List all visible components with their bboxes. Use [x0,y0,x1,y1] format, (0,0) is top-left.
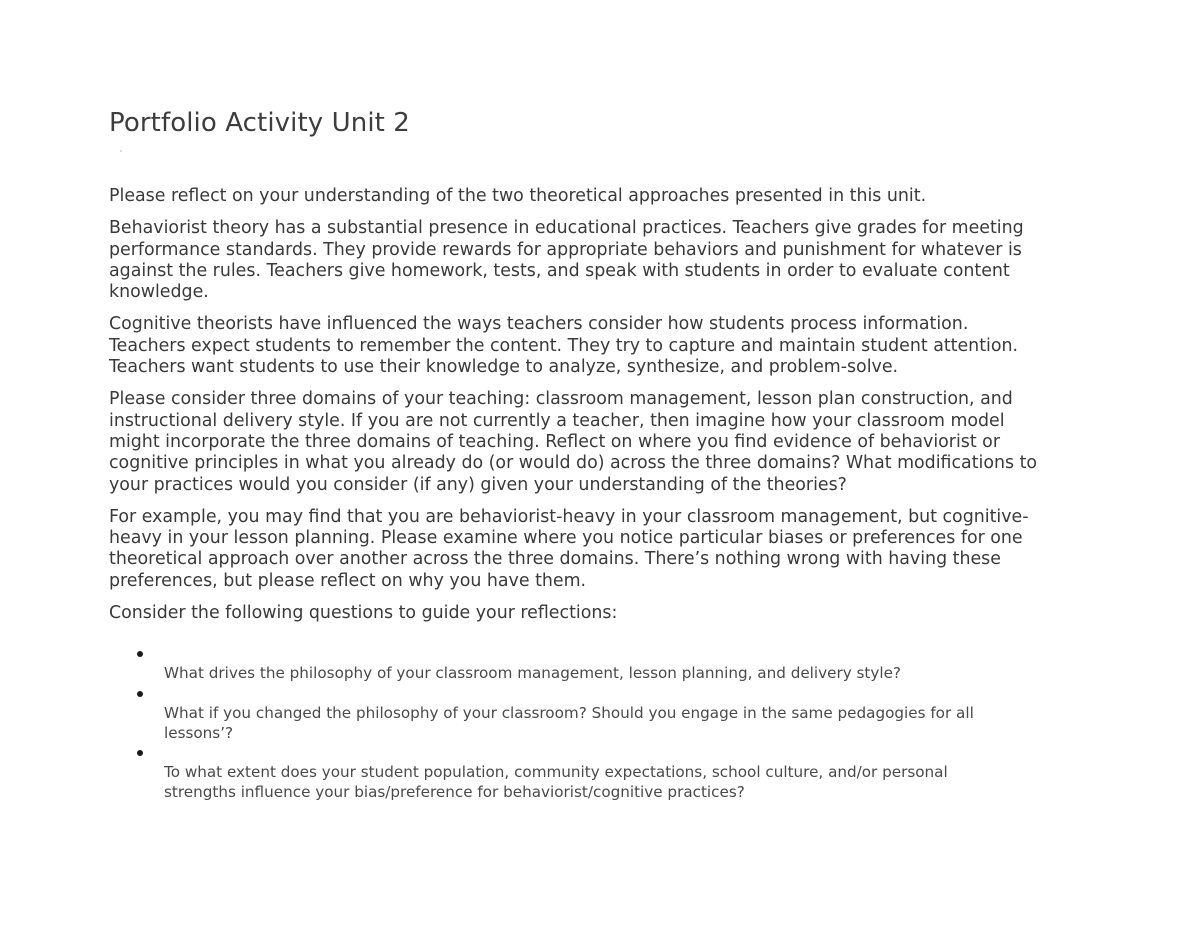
title-underline-mark [120,150,122,152]
paragraph-questions-intro: Consider the following questions to guide your reflections: [109,603,618,624]
list-item [109,684,1099,743]
list-item-text: What if you changed the philosophy of your classroom? Should you engage in the same pedagogies for all lessons’? [164,703,974,742]
bullet-icon [137,651,143,657]
question-list [109,644,1099,802]
paragraph-cognitive: Cognitive theorists have influenced the ways teachers consider how students process information. Teachers expect students to remember the content. They try to capture and maintain student attention. Teachers want students to use their knowledge to analyze, synthesize, and problem-solve. [109,314,1019,378]
paragraph-example: For example, you may find that you are behaviorist-heavy in your classroom management, but cognitive- heavy in your lesson planning. Please examine where you notice particular biases or preferences for one theoretical approach over another across the three domains. There’s nothing wrong with having these preferences, but please reflect on why you have them. [109,506,1029,591]
paragraph-behaviorist: Behaviorist theory has a substantial presence in educational practices. Teachers give grades for meeting performance standards. They provide rewards for appropriate behaviors and punishment for whatever is against the rules. Teachers give homework, tests, and speak with students in order to evaluate content knowledge. [109,218,1024,303]
list-item-text: To what extent does your student population, community expectations, school culture, and/or personal strengths influence your bias/preference for behaviorist/cognitive practices? [164,763,948,801]
paragraph-intro: Please reflect on your understanding of the two theoretical approaches presented in this unit. [109,186,927,206]
list-item [109,743,1099,802]
list-item-text: What drives the philosophy of your classroom management, lesson planning, and delivery style? [164,664,901,683]
paragraph-domains: Please consider three domains of your teaching: classroom management, lesson plan construction, and instructional delivery style. If you are not currently a teacher, then imagine how your classroom model might incorporate the three domains of teaching. Reflect on where you find evidence of behaviorist or cognitive principles in what you already do (or would do) across the three domains? What modifications to your practices would you consider (if any) given your understanding of the theories? [109,389,1038,495]
document-body [109,186,1099,803]
bullet-icon [137,691,143,697]
document-title: Portfolio Activity Unit 2 [109,108,410,138]
list-item [109,644,1099,684]
bullet-icon [137,750,143,756]
